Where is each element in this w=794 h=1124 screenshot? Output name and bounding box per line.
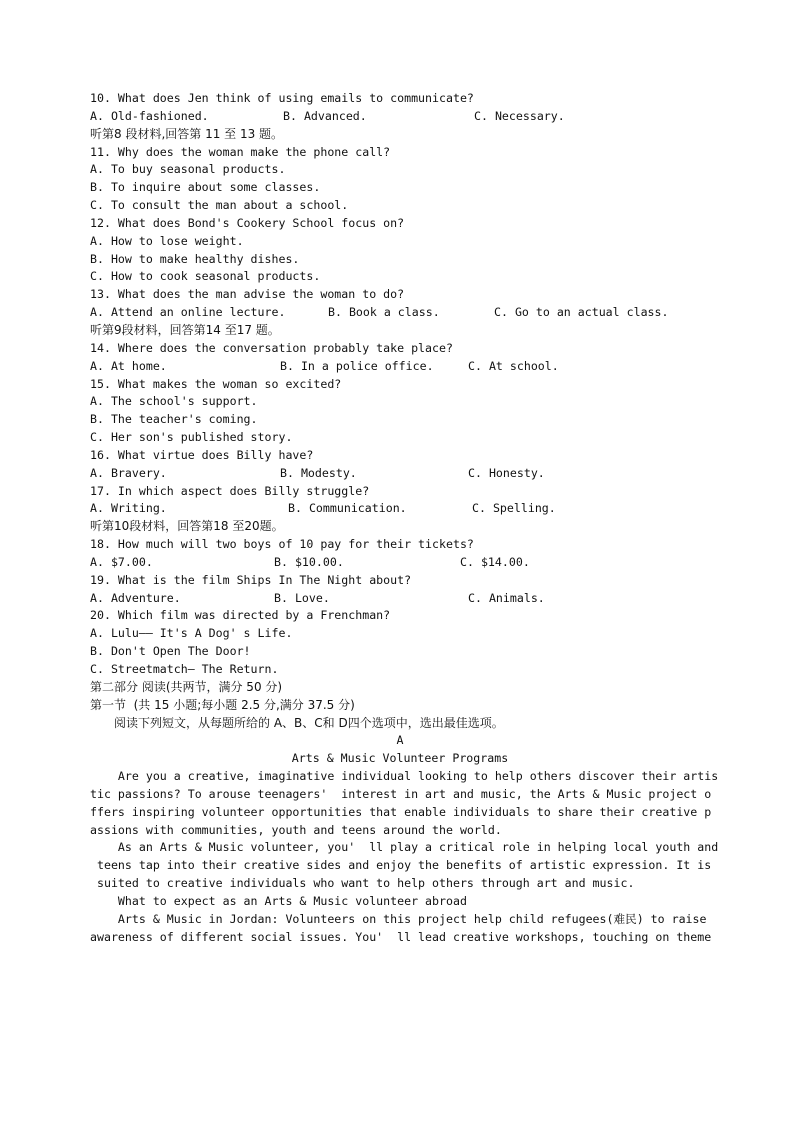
reading-instruction: 阅读下列短文，从每题所给的 A、B、C和 D四个选项中，选出最佳选项。 (114, 715, 504, 730)
question-18-stem: 18. How much will two boys of 10 pay for their tickets? (90, 537, 474, 552)
question-20-stem: 20. Which film was directed by a Frenchman? (90, 608, 391, 623)
question-10-stem: 10. What does Jen think of using emails to communicate? (90, 91, 474, 105)
passage-p1-line3: ffers inspiring volunteer opportunities that enable individuals to share their creative p (90, 804, 712, 819)
question-17-stem: 17. In which aspect does Billy struggle? (90, 483, 370, 498)
page-content (90, 90, 719, 947)
q12-option-c: C. How to cook seasonal products. (90, 269, 321, 284)
q14-option-c: C. At school. (468, 358, 559, 373)
q19-option-a: A. Adventure. (90, 590, 181, 605)
passage-subheading: What to expect as an Arts & Music volunteer abroad (90, 893, 467, 908)
q20-option-c: C. Streetmatch— The Return. (90, 662, 279, 676)
question-19-options (90, 590, 710, 608)
q15-option-a: A. The school's support. (90, 394, 258, 409)
q19-option-b: B. Love. (274, 590, 330, 605)
q17-option-c: C. Spelling. (472, 501, 556, 516)
instruction-material-10: 听第10段材料，回答第18 至20题。 (90, 519, 284, 534)
passage-p3-line1: Arts & Music in Jordan: Volunteers on this project help child refugees(难民) to raise (90, 911, 707, 926)
question-17-options (90, 500, 710, 518)
q13-option-a: A. Attend an online lecture. (90, 305, 286, 320)
q17-option-b: B. Communication. (288, 501, 407, 516)
q14-option-a: A. At home. (90, 358, 167, 373)
question-12-stem: 12. What does Bond's Cookery School focus on? (90, 215, 405, 230)
q19-option-c: C. Animals. (468, 590, 545, 605)
passage-p3-line2: awareness of different social issues. You' ll lead creative workshops, touching on theme (90, 929, 712, 944)
q13-option-c: C. Go to an actual class. (494, 305, 669, 320)
passage-p2-line1: As an Arts & Music volunteer, you' ll play a critical role in helping local youth and (90, 840, 719, 855)
q14-option-b: B. In a police office. (280, 358, 434, 373)
q13-option-b: B. Book a class. (328, 305, 440, 320)
question-18-options (90, 554, 710, 572)
q16-option-a: A. Bravery. (90, 465, 167, 480)
question-11-stem: 11. Why does the woman make the phone call? (90, 144, 391, 159)
q11-option-a: A. To buy seasonal products. (90, 162, 286, 177)
q11-option-c: C. To consult the man about a school. (90, 198, 349, 213)
question-13-options (90, 304, 710, 322)
q18-option-a: A. $7.00. (90, 554, 153, 569)
passage-letter: A (396, 733, 404, 748)
question-19-stem: 19. What is the film Ships In The Night about? (90, 572, 412, 587)
instruction-material-9: 听第9段材料，回答第14 至17 题。 (90, 322, 280, 337)
passage-p2-line2: teens tap into their creative sides and enjoy the benefits of artistic expression. It is (90, 858, 712, 873)
q18-option-c: C. $14.00. (460, 554, 530, 569)
q12-option-b: B. How to make healthy dishes. (90, 251, 300, 266)
q20-option-b: B. Don't Open The Door! (90, 644, 251, 659)
question-14-options (90, 358, 710, 376)
passage-p1-line1: Are you a creative, imaginative individual looking to help others discover their artis (90, 769, 719, 784)
question-13-stem: 13. What does the man advise the woman to do? (90, 287, 405, 302)
section-1-heading: 第一节 (共 15 小题;每小题 2.5 分,满分 37.5 分) (90, 697, 355, 712)
question-16-stem: 16. What virtue does Billy have? (90, 447, 314, 462)
q17-option-a: A. Writing. (90, 501, 167, 516)
q20-option-a: A. Lulu—— It's A Dog' s Life. (90, 626, 293, 641)
q16-option-b: B. Modesty. (280, 465, 357, 480)
instruction-material-8: 听第8 段材料,回答第 11 至 13 题。 (90, 126, 284, 141)
q10-option-a: A. Old-fashioned. (90, 108, 209, 123)
passage-p1-line4: assions with communities, youth and teens around the world. (90, 822, 502, 837)
passage-p1-line2: tic passions? To arouse teenagers' interest in art and music, the Arts & Music project o (90, 786, 712, 801)
q15-option-b: B. The teacher's coming. (90, 412, 258, 427)
part-2-heading: 第二部分 阅读(共两节，满分 50 分) (90, 679, 283, 694)
q11-option-b: B. To inquire about some classes. (90, 180, 321, 195)
question-14-stem: 14. Where does the conversation probably take place? (90, 340, 453, 355)
q10-option-c: C. Necessary. (474, 108, 565, 123)
question-16-options (90, 465, 710, 483)
passage-title: Arts & Music Volunteer Programs (291, 751, 509, 766)
q16-option-c: C. Honesty. (468, 465, 545, 480)
question-10-options (90, 108, 710, 126)
q12-option-a: A. How to lose weight. (90, 233, 244, 248)
question-15-stem: 15. What makes the woman so excited? (90, 376, 342, 391)
q15-option-c: C. Her son's published story. (90, 430, 293, 445)
q10-option-b: B. Advanced. (283, 108, 367, 123)
passage-p2-line3: suited to creative individuals who want to help others through art and music. (90, 876, 635, 891)
q18-option-b: B. $10.00. (274, 554, 344, 569)
